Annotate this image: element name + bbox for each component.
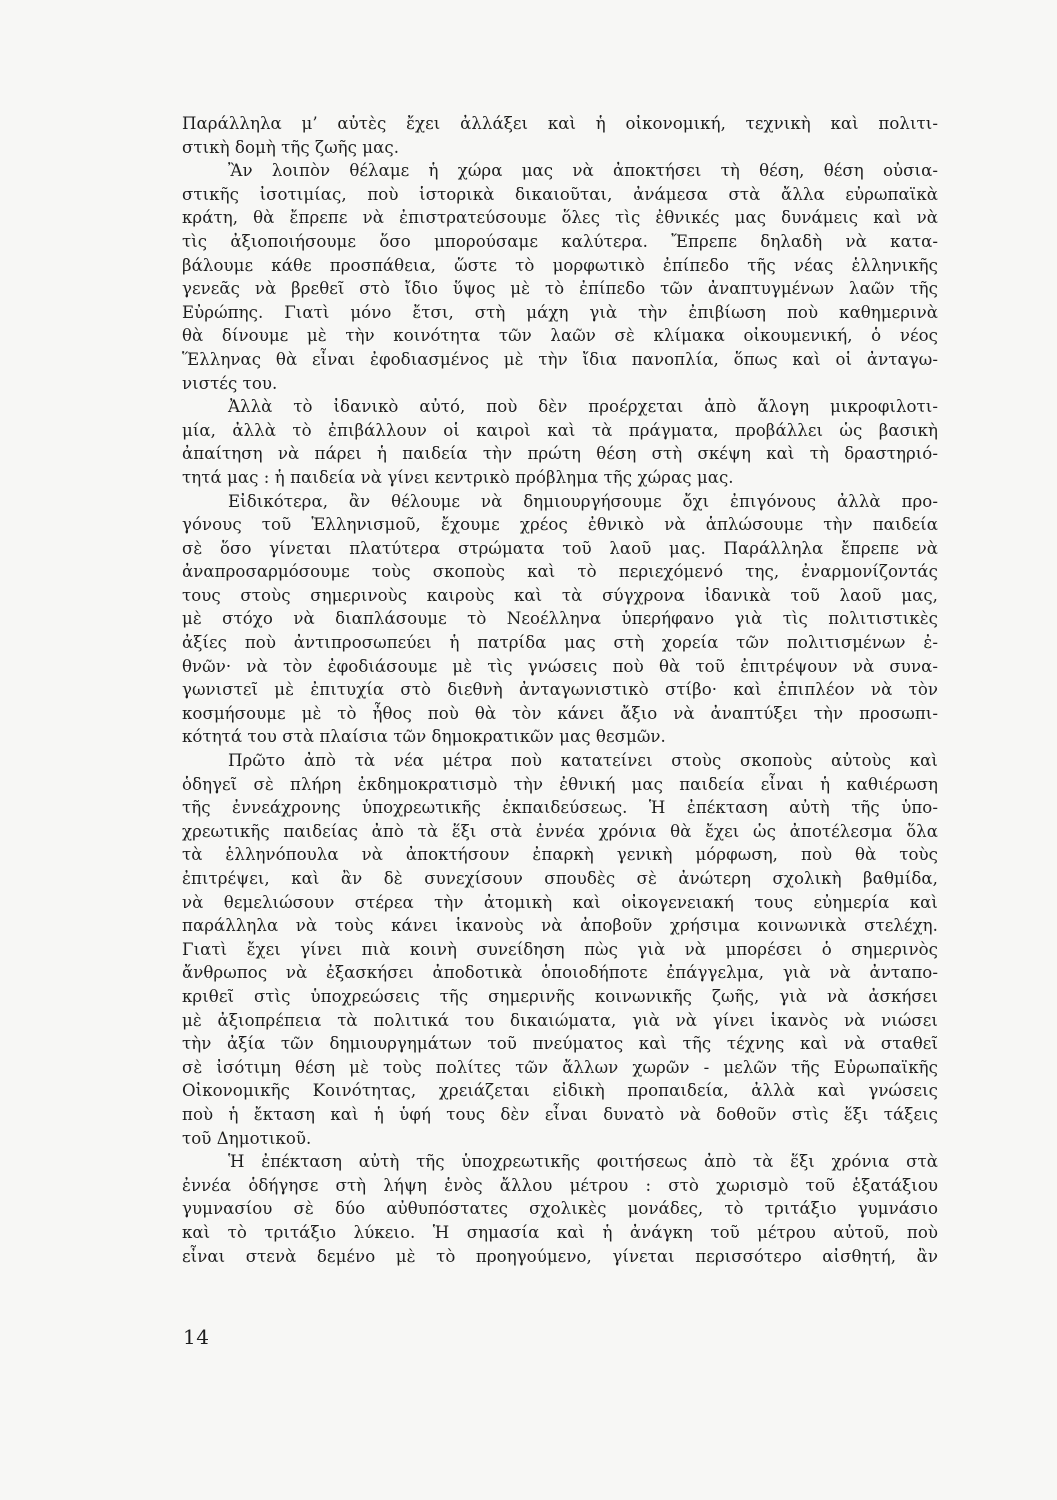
text-line: κράτη, θὰ ἔπρεπε νὰ ἐπιστρατεύσουμε ὅλες τὶς ἐθνικές μας δυνάμεις καὶ νὰ [182,208,938,228]
paragraph [182,749,938,1150]
text-line: γόνους τοῦ Ἑλληνισμοῦ, ἔχουμε χρέος ἐθνικὸ νὰ ἁπλώσουμε τὴν παιδεία [182,515,938,535]
text-line: τητά μας : ἡ παιδεία νὰ γίνει κεντρικὸ πρόβλημα τῆς χώρας μας. [182,467,734,487]
text-line: μία, ἀλλὰ τὸ ἐπιβάλλουν οἱ καιροὶ καὶ τὰ πράγματα, προβάλλει ὡς βασικὴ [182,420,938,440]
text-line: Γιατὶ ἔχει γίνει πιὰ κοινὴ συνείδηση πὼς γιὰ νὰ μπορέσει ὁ σημερινὸς [182,939,938,959]
text-line: τοῦ Δημοτικοῦ. [182,1128,312,1148]
text-line: εἶναι στενὰ δεμένο μὲ τὸ προηγούμενο, γίνεται περισσότερο αἰσθητή, ἂν [182,1246,938,1266]
paragraph [182,112,938,159]
text-line: Εἰδικότερα, ἂν θέλουμε νὰ δημιουργήσουμε ὄχι ἐπιγόνους ἀλλὰ προ- [228,491,938,511]
text-line: στικὴ δομὴ τῆς ζωῆς μας. [182,137,400,157]
text-line: θνῶν· νὰ τὸν ἐφοδιάσουμε μὲ τὶς γνώσεις ποὺ θὰ τοῦ ἐπιτρέψουν νὰ συνα- [182,656,938,676]
text-line: σὲ ὅσο γίνεται πλατύτερα στρώματα τοῦ λαοῦ μας. Παράλληλα ἔπρεπε νὰ [182,538,938,558]
text-line: νιστές του. [182,373,278,393]
text-line: ἐπιτρέψει, καὶ ἂν δὲ συνεχίσουν σπουδὲς σὲ ἀνώτερη σχολικὴ βαθμίδα, [182,869,938,888]
text-line: ἀναπροσαρμόσουμε τοὺς σκοποὺς καὶ τὸ περιεχόμενό της, ἐναρμονίζοντάς [182,562,938,582]
paragraph [182,490,938,750]
body-text [182,112,938,1268]
text-line: κοσμήσουμε μὲ τὸ ἦθος ποὺ θὰ τὸν κάνει ἄξιο νὰ ἀναπτύξει τὴν προσωπι- [182,703,938,723]
text-line: Εὐρώπης. Γιατὶ μόνο ἔτσι, στὴ μάχη γιὰ τὴν ἐπιβίωση ποὺ καθημερινὰ [182,302,938,322]
text-line: τους στοὺς σημερινοὺς καιροὺς καὶ τὰ σύγχρονα ἰδανικὰ τοῦ λαοῦ μας, [182,585,938,605]
page-number: 14 [183,1325,210,1349]
paragraph [182,159,938,395]
paragraph [182,1150,938,1268]
text-line: θὰ δίνουμε μὲ τὴν κοινότητα τῶν λαῶν σὲ κλίμακα οἰκουμενική, ὁ νέος [182,326,938,346]
text-line: Πρῶτο ἀπὸ τὰ νέα μέτρα ποὺ κατατείνει στοὺς σκοποὺς αὐτοὺς καὶ [228,751,938,771]
text-line: μὲ ἀξιοπρέπεια τὰ πολιτικά του δικαιώματα, γιὰ νὰ γίνει ἱκανὸς νὰ νιώσει [182,1010,938,1030]
paragraph [182,395,938,489]
text-line: τὰ ἑλληνόπουλα νὰ ἀποκτήσουν ἐπαρκὴ γενικὴ μόρφωση, ποὺ θὰ τοὺς [182,845,938,865]
text-line: γενεᾶς νὰ βρεθεῖ στὸ ἴδιο ὕψος μὲ τὸ ἐπίπεδο τῶν ἀναπτυγμένων λαῶν τῆς [182,279,938,299]
text-line: ποὺ ἡ ἔκταση καὶ ἡ ὑφή τους δὲν εἶναι δυνατὸ νὰ δοθοῦν στὶς ἕξι τάξεις [182,1104,938,1124]
text-line: ὁδηγεῖ σὲ πλήρη ἐκδημοκρατισμὸ τὴν ἐθνική μας παιδεία εἶναι ἡ καθιέρωση [182,774,938,794]
text-line: Ἕλληνας θὰ εἶναι ἐφοδιασμένος μὲ τὴν ἴδια πανοπλία, ὅπως καὶ οἱ ἀνταγω- [182,349,938,369]
text-line: σὲ ἰσότιμη θέση μὲ τοὺς πολίτες τῶν ἄλλων χωρῶν - μελῶν τῆς Εὐρωπαϊκῆς [182,1057,938,1077]
text-line: τὴν ἀξία τῶν δημιουργημάτων τοῦ πνεύματος καὶ τῆς τέχνης καὶ νὰ σταθεῖ [182,1034,938,1054]
text-line: Ἂν λοιπὸν θέλαμε ἡ χώρα μας νὰ ἀποκτήσει τὴ θέση, θέση οὐσια- [228,161,938,181]
text-line: τὶς ἀξιοποιήσουμε ὅσο μπορούσαμε καλύτερα. Ἔπρεπε δηλαδὴ νὰ κατα- [182,231,938,251]
text-line: βάλουμε κάθε προσπάθεια, ὥστε τὸ μορφωτικὸ ἐπίπεδο τῆς νέας ἑλληνικῆς [182,255,938,275]
text-line: τῆς ἐννεάχρονης ὑποχρεωτικῆς ἐκπαιδεύσεως. Ἡ ἐπέκταση αὐτὴ τῆς ὑπο- [182,798,938,818]
text-line: γωνιστεῖ μὲ ἐπιτυχία στὸ διεθνὴ ἀνταγωνιστικὸ στίβο· καὶ ἐπιπλέον νὰ τὸν [182,680,938,700]
text-line: στικῆς ἰσοτιμίας, ποὺ ἱστορικὰ δικαιοῦται, ἀνάμεσα στὰ ἄλλα εὐρωπαϊκὰ [182,184,938,204]
text-line: Ἀλλὰ τὸ ἰδανικὸ αὐτό, ποὺ δὲν προέρχεται ἀπὸ ἄλογη μικροφιλοτι- [228,397,938,417]
text-line: μὲ στόχο νὰ διαπλάσουμε τὸ Νεοέλληνα ὑπερήφανο γιὰ τὶς πολιτιστικὲς [182,609,938,629]
text-line: χρεωτικῆς παιδείας ἀπὸ τὰ ἕξι στὰ ἐννέα χρόνια θὰ ἔχει ὡς ἀποτέλεσμα ὅλα [182,821,938,841]
text-line: Ἡ ἐπέκταση αὐτὴ τῆς ὑποχρεωτικῆς φοιτήσεως ἀπὸ τὰ ἕξι χρόνια στὰ [228,1152,938,1172]
text-line: καὶ τὸ τριτάξιο λύκειο. Ἡ σημασία καὶ ἡ ἀνάγκη τοῦ μέτρου αὐτοῦ, ποὺ [182,1222,938,1242]
text-line: νὰ θεμελιώσουν στέρεα τὴν ἀτομικὴ καὶ οἰκογενειακή τους εὐημερία καὶ [182,892,938,912]
text-line: γυμνασίου σὲ δύο αὐθυπόστατες σχολικὲς μονάδες, τὸ τριτάξιο γυμνάσιο [182,1199,938,1219]
text-line: Παράλληλα μ’ αὐτὲς ἔχει ἀλλάξει καὶ ἡ οἰκονομική, τεχνικὴ καὶ πολιτι- [182,114,938,133]
text-line: κριθεῖ στὶς ὑποχρεώσεις τῆς σημερινῆς κοινωνικῆς ζωῆς, γιὰ νὰ ἀσκήσει [182,986,938,1006]
text-line: παράλληλα νὰ τοὺς κάνει ἱκανοὺς νὰ ἀποβοῦν χρήσιμα κοινωνικὰ στελέχη. [182,916,938,936]
text-line: ἀξίες ποὺ ἀντιπροσωπεύει ἡ πατρίδα μας στὴ χορεία τῶν πολιτισμένων ἐ- [182,633,938,653]
text-line: Οἰκονομικῆς Κοινότητας, χρειάζεται εἰδικὴ προπαιδεία, ἀλλὰ καὶ γνώσεις [182,1081,938,1101]
text-line: ἄνθρωπος νὰ ἐξασκήσει ἀποδοτικὰ ὁποιοδήποτε ἐπάγγελμα, γιὰ νὰ ἀνταπο- [182,963,938,983]
text-line: ἀπαίτηση νὰ πάρει ἡ παιδεία τὴν πρώτη θέση στὴ σκέψη καὶ τὴ δραστηριό- [182,444,938,464]
text-line: ἐννέα ὁδήγησε στὴ λήψη ἑνὸς ἄλλου μέτρου : στὸ χωρισμὸ τοῦ ἑξατάξιου [182,1175,938,1195]
text-line: κότητά του στὰ πλαίσια τῶν δημοκρατικῶν μας θεσμῶν. [182,727,666,747]
